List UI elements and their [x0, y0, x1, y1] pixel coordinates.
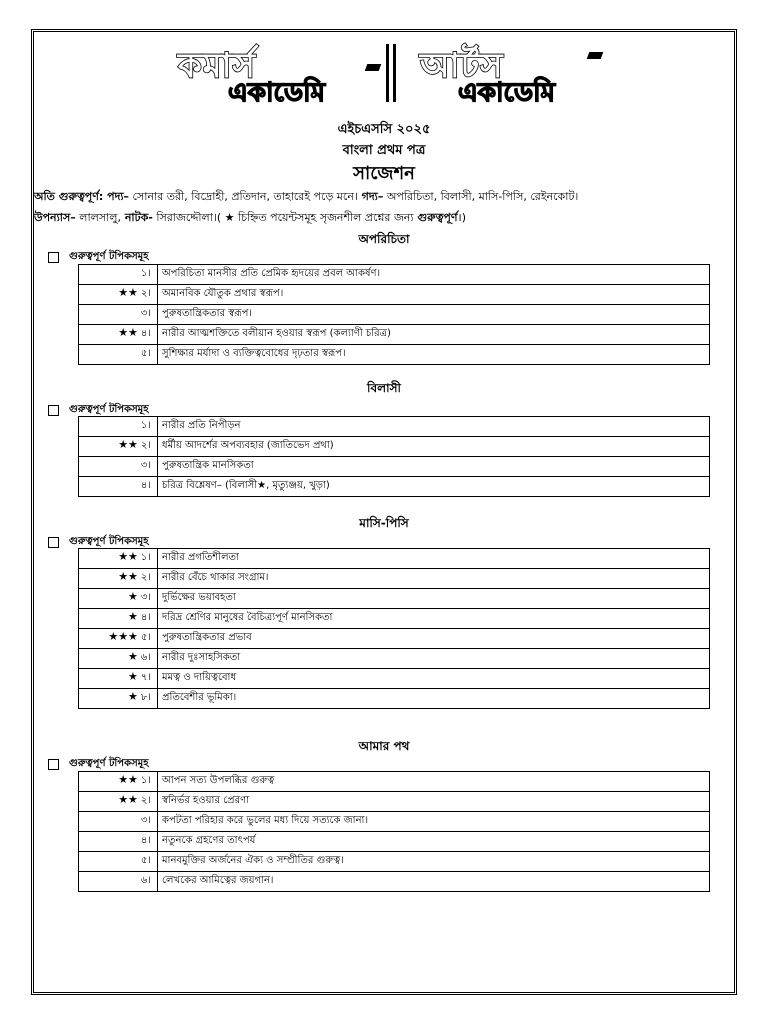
logo-divider: [386, 44, 396, 102]
checkbox-icon: [48, 405, 59, 416]
table-row: ৩। কপটতা পরিহার করে ভুলের মধ্য দিয়ে সত্যকে জানা।: [79, 812, 710, 832]
table-row: ৩। পুরুষতান্ত্রিকতার স্বরূপ।: [79, 305, 710, 325]
table-row: ১। অপরিচিতা মানসীর প্রতি প্রেমিক হৃদয়ের প্রবল আকর্ষণ।: [79, 265, 710, 285]
section-title: অপরিচিতা: [358, 232, 410, 246]
checkbox-icon: [48, 537, 59, 548]
table-row: ৪। নতুনকে গ্রহণের তাৎপর্য: [79, 832, 710, 852]
section-title: আমার পথ: [358, 739, 410, 753]
table-row: ★★ ২। ধর্মীয় আদর্শের অপব্যবহার (জাতিভেদ প্রথা): [79, 437, 710, 457]
table-row: ★★★ ৫। পুরুষতান্ত্রিকতার প্রভাব: [79, 629, 710, 649]
academy-logo: [170, 40, 610, 108]
topics-table: [78, 264, 710, 365]
table-row: ★ ৮। প্রতিবেশীর ভূমিকা।: [79, 689, 710, 709]
table-row: ★ ৩। দুর্ভিক্ষের ভয়াবহতা: [79, 589, 710, 609]
logo-arts-sub: একাডেমি: [458, 78, 555, 108]
graduation-cap-icon: [587, 52, 604, 59]
exam-name: এইচএসসি ২০২৫: [337, 122, 431, 137]
page-title: সাজেশন: [353, 163, 415, 184]
table-row: ★★ ১। আপন সত্য উপলব্ধির গুরুত্ব: [79, 772, 710, 792]
table-row: ★ ৭। মমত্ব ও দায়িত্ববোধ: [79, 669, 710, 689]
table-row: ★★ ২। নারীর বেঁচে থাকার সংগ্রাম।: [79, 569, 710, 589]
table-row: ৩। পুরুষতান্ত্রিক মানসিকতা: [79, 457, 710, 477]
table-row: ৪। চরিত্র বিশ্লেষণ– (বিলাসী★, মৃত্যুঞ্জয়, খুড়া): [79, 477, 710, 497]
table-row: ★★ ১। নারীর প্রগতিশীলতা: [79, 549, 710, 569]
table-row: ★ ৪। দরিদ্র শ্রেণির মানুষের বৈচিত্র্যপূর্ণ মানসিকতা: [79, 609, 710, 629]
table-row: ★★ ৪। নারীর আত্মশক্তিতে বলীয়ান হওয়ার স্বরূপ (কল্যাণী চরিত্র): [79, 325, 710, 345]
table-row: ★★ ২। অমানবিক যৌতুক প্রথার স্বরূপ।: [79, 285, 710, 305]
intro-line-2: উপন্যাস– লালসালু, নাটক- সিরাজদ্দৌলা।( ★ চিহ্নিত পয়েন্টসমূহ সৃজনশীল প্রশ্নের জন্য গুরুত্বপূর্ণ।): [34, 211, 466, 224]
topics-heading: গুরুত্বপূর্ণ টপিকসমূহ: [48, 756, 148, 773]
table-row: ৫। মানবমুক্তির অর্জনের ঐক্য ও সম্প্রীতির গুরুত্ব।: [79, 852, 710, 872]
topics-table: [78, 416, 710, 497]
table-row: ১। নারীর প্রতি নিপীড়ন: [79, 417, 710, 437]
logo-commerce-sub: একাডেমি: [228, 78, 325, 108]
table-row: ৬। লেখকের আমিত্বের জয়গান।: [79, 872, 710, 892]
table-row: ★★ ২। স্বনির্ভর হওয়ার প্রেরণা: [79, 792, 710, 812]
table-row: ৫। সুশিক্ষার মর্যাদা ও ব্যক্তিত্ববোধের দৃঢ়তার স্বরূপ।: [79, 345, 710, 365]
topics-heading: গুরুত্বপূর্ণ টপিকসমূহ: [48, 249, 148, 266]
graduation-cap-icon: [365, 64, 382, 71]
topics-table: [78, 771, 710, 892]
topics-table: [78, 548, 710, 709]
logo-arts: আর্টস: [420, 46, 504, 86]
intro-line-1: অতি গুরুত্বপূর্ণ: পদ্য– সোনার তরী, বিদ্রোহী, প্রতিদান, তাহারেই পড়ে মনে। গদ্য– অপরিচিতা, বিলাসী, মাসি-পিসি, রেইনকোট।: [34, 190, 579, 203]
checkbox-icon: [48, 252, 59, 263]
topics-heading: গুরুত্বপূর্ণ টপিকসমূহ: [48, 402, 148, 419]
section-title: মাসি-পিসি: [359, 516, 409, 530]
section-title: বিলাসী: [367, 381, 401, 395]
logo-commerce: কমার্স: [178, 46, 256, 86]
checkbox-icon: [48, 759, 59, 770]
subject-name: বাংলা প্রথম পত্র: [342, 143, 426, 158]
table-row: ★ ৬। নারীর দুঃসাহসিকতা: [79, 649, 710, 669]
topics-heading: গুরুত্বপূর্ণ টপিকসমূহ: [48, 534, 148, 551]
